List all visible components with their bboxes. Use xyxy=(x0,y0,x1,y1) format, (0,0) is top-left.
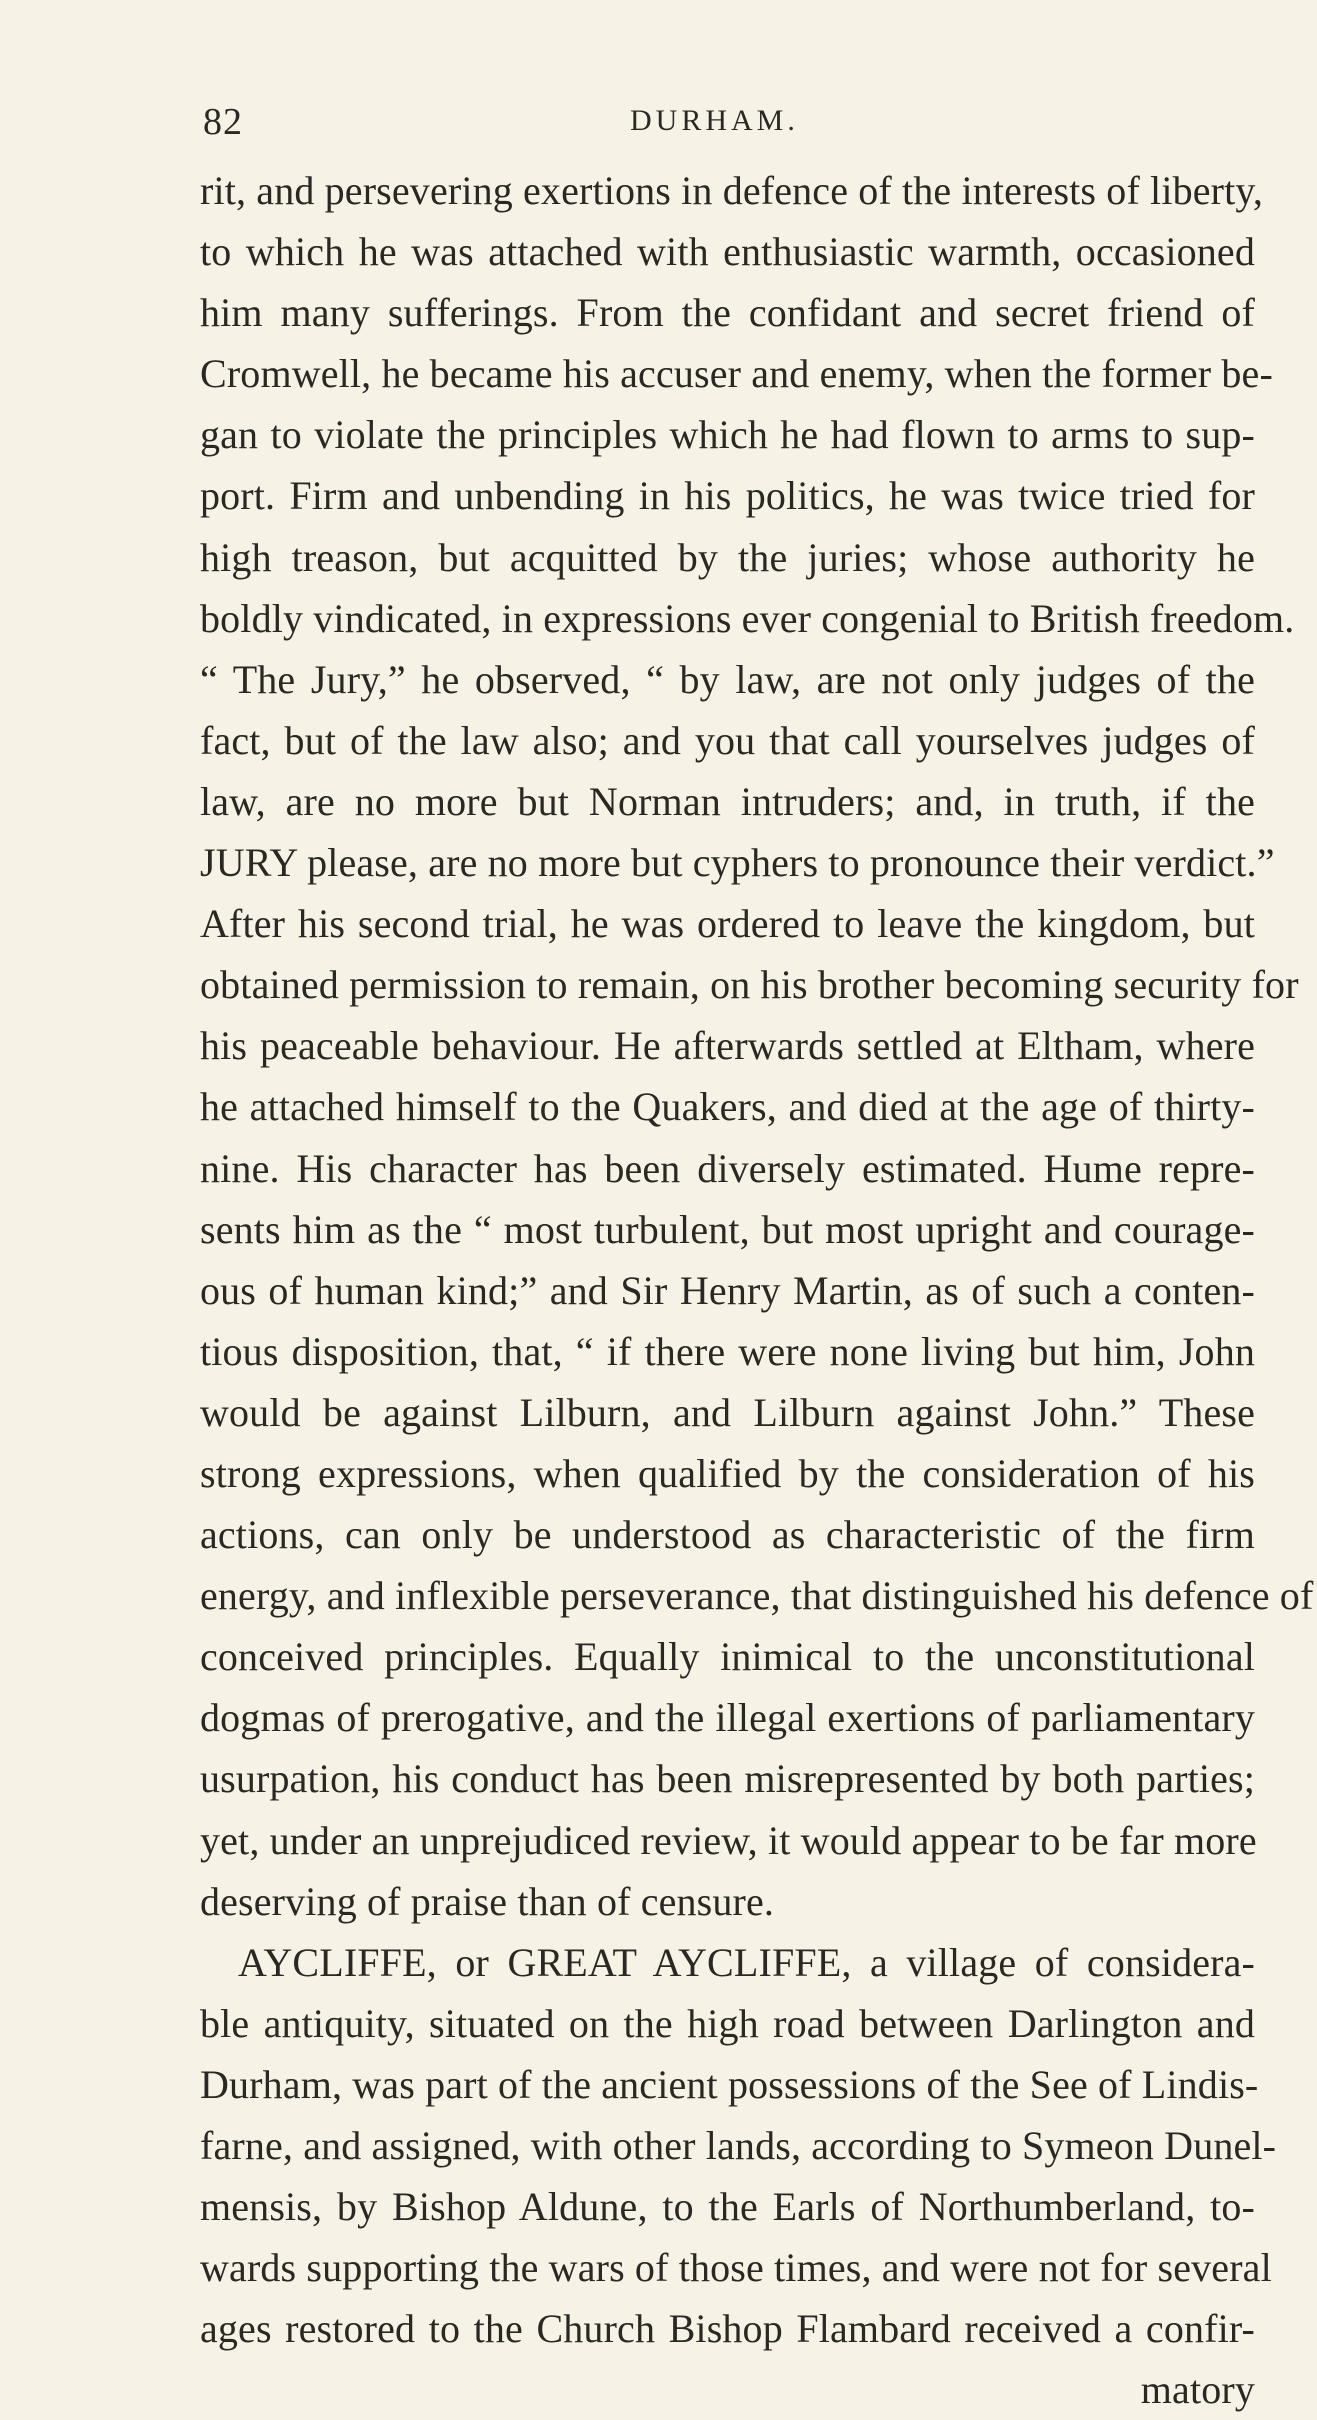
paragraph-start-line: AYCLIFFE, or GREAT AYCLIFFE, a village of considera- xyxy=(238,1939,1255,1985)
text-line: port. Firm and unbending in his politics, he was twice tried for xyxy=(200,473,1255,519)
text-line: him many sufferings. From the confidant and secret friend of xyxy=(200,290,1255,336)
body-text xyxy=(200,160,1314,2420)
text-line: actions, can only be understood as characteristic of the firm xyxy=(200,1512,1255,1558)
text-line: energy, and inflexible perseverance, that distinguished his defence of xyxy=(200,1573,1314,1619)
text-line: ble antiquity, situated on the high road between Darlington and xyxy=(200,2000,1255,2046)
paragraph-end-line: deserving of praise than of censure. xyxy=(200,1878,775,1924)
text-line: strong expressions, when qualified by the consideration of his xyxy=(200,1450,1255,1496)
text-line: ous of human kind;” and Sir Henry Martin, as of such a conten- xyxy=(200,1267,1255,1313)
text-line: tious disposition, that, “ if there were none living but him, John xyxy=(200,1328,1255,1374)
text-line: he attached himself to the Quakers, and died at the age of thirty- xyxy=(200,1084,1255,1130)
text-line: “ The Jury,” he observed, “ by law, are not only judges of the xyxy=(200,656,1255,702)
text-line: his peaceable behaviour. He afterwards settled at Eltham, where xyxy=(200,1023,1255,1069)
text-line: obtained permission to remain, on his brother becoming security for xyxy=(200,962,1299,1008)
text-line: fact, but of the law also; and you that call yourselves judges of xyxy=(200,717,1255,763)
text-line: wards supporting the wars of those times, and were not for several xyxy=(200,2245,1272,2291)
text-line: JURY please, are no more but cyphers to pronounce their verdict.” xyxy=(200,840,1275,886)
text-line: conceived principles. Equally inimical to the unconstitutional xyxy=(200,1634,1255,1680)
text-line: sents him as the “ most turbulent, but most upright and courage- xyxy=(200,1206,1255,1252)
text-line: high treason, but acquitted by the juries; whose authority he xyxy=(200,534,1255,580)
text-line: mensis, by Bishop Aldune, to the Earls of Northumberland, to- xyxy=(200,2184,1255,2230)
text-line: usurpation, his conduct has been misrepresented by both parties; xyxy=(200,1756,1255,1802)
page-number: 82 xyxy=(203,101,243,143)
catchword: matory xyxy=(1140,2367,1255,2413)
text-line: farne, and assigned, with other lands, according to Symeon Dunel- xyxy=(200,2123,1277,2168)
text-line: Cromwell, he became his accuser and enemy, when the former be- xyxy=(200,351,1273,397)
text-line: boldly vindicated, in expressions ever congenial to British freedom. xyxy=(200,595,1295,641)
text-line: rit, and persevering exertions in defence of the interests of liberty, xyxy=(200,168,1264,213)
text-line: After his second trial, he was ordered to leave the kingdom, but xyxy=(200,901,1255,947)
text-line: nine. His character has been diversely estimated. Hume repre- xyxy=(200,1145,1255,1191)
text-line: yet, under an unprejudiced review, it would appear to be far more xyxy=(200,1817,1257,1863)
text-line: ages restored to the Church Bishop Flambard received a confir- xyxy=(200,2306,1255,2352)
running-head-title: DURHAM. xyxy=(630,104,799,137)
text-line: Durham, was part of the ancient possessions of the See of Lindis- xyxy=(200,2061,1259,2107)
text-line: would be against Lilburn, and Lilburn against John.” These xyxy=(200,1389,1255,1435)
text-line: law, are no more but Norman intruders; and, in truth, if the xyxy=(200,778,1255,824)
text-line: to which he was attached with enthusiastic warmth, occasioned xyxy=(200,229,1255,275)
text-line: dogmas of prerogative, and the illegal exertions of parliamentary xyxy=(200,1695,1255,1741)
text-line: gan to violate the principles which he had flown to arms to sup- xyxy=(200,412,1255,458)
